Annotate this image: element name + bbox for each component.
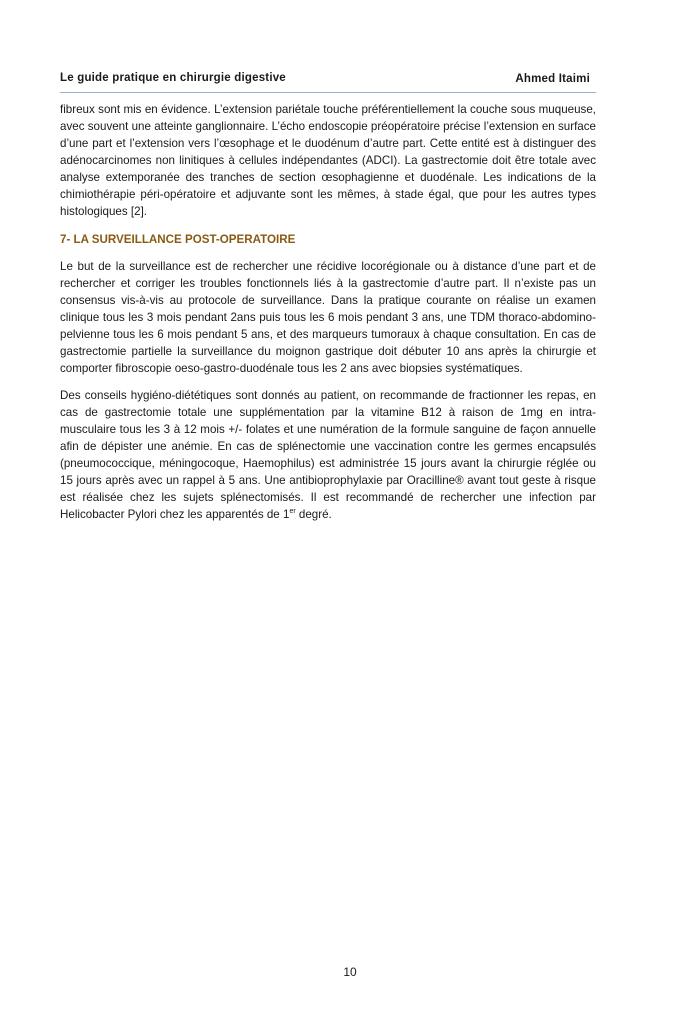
page-number: 10 bbox=[343, 965, 357, 979]
paragraph-surveillance: Le but de la surveillance est de rechercher une récidive locorégionale ou à distance d’une part et de rechercher et corriger les troubles fonctionnels liés à la gastrectomie d’autre part. Il n’existe pas un consensus vis-à-vis au protocole de surveillance. Dans la pratique courante on réalise un examen clinique tous les 3 mois pendant 2ans puis tous les 6 mois pendant 3 ans, une TDM thoraco-abdomino-pelvienne tous les 6 mois pendant 5 ans, et des marqueurs tumoraux à chaque consultation. En cas de gastrectomie partielle la surveillance du moignon gastrique doit débuter 10 ans après la chirurgie et comporter fibroscopie oeso-gastro-duodénale tous les 2 ans avec biopsies systématiques. bbox=[60, 260, 596, 375]
page-content bbox=[60, 101, 596, 533]
paragraph-recommendations bbox=[60, 387, 596, 523]
book-title: Le guide pratique en chirurgie digestive bbox=[60, 72, 286, 84]
ordinal-superscript: er bbox=[289, 508, 296, 516]
paragraph-recommendations-text: Des conseils hygiéno-diététiques sont donnés au patient, on recommande de fractionner les repas, en cas de gastrectomie totale une supplémentation par la vitamine B12 à raison de 1mg en intra-musculaire tous les 3 à 12 mois +/- folates et une numération de la formule sanguine de façon annuelle afin de dépister une anémie. En cas de splénectomie une vaccination contre les germes encapsulés (pneumococcique, méningocoque, Haemophilus) est administrée 15 jours avant la chirurgie réglée ou 15 jours après avec un rappel à 5 ans. Une antibioprophylaxie par Oracilline® avant tout geste à risque est réalisée chez les sujets splénectomisés. Il est recommandé de rechercher une infection par Helicobacter Pylori chez les apparentés de 1 bbox=[60, 389, 596, 521]
paragraph-continuation: fibreux sont mis en évidence. L’extension pariétale touche préférentiellement la couche sous muqueuse, avec souvent une atteinte ganglionnaire. L’écho endoscopie préopératoire précise l’extension en surface d’une part et l’extension vers l’œsophage et le duodénum d’autre part. Cette entité est à distinguer des adénocarcinomes non linitiques à cellules indépendantes (ADCI). La gastrectomie doit être totale avec analyse extemporanée des tranches de section œsophagienne et duodénale. Les indications de la chimiothérapie péri-opératoire et adjuvante sont les mêmes, à stade égal, que pour les autres types histologiques [2]. bbox=[60, 103, 596, 218]
paragraph-recommendations-end: degré. bbox=[295, 508, 332, 521]
author-name: Ahmed Itaimi bbox=[515, 73, 590, 85]
section-heading: 7- LA SURVEILLANCE POST-OPERATOIRE bbox=[60, 233, 296, 246]
page-header bbox=[60, 70, 596, 93]
